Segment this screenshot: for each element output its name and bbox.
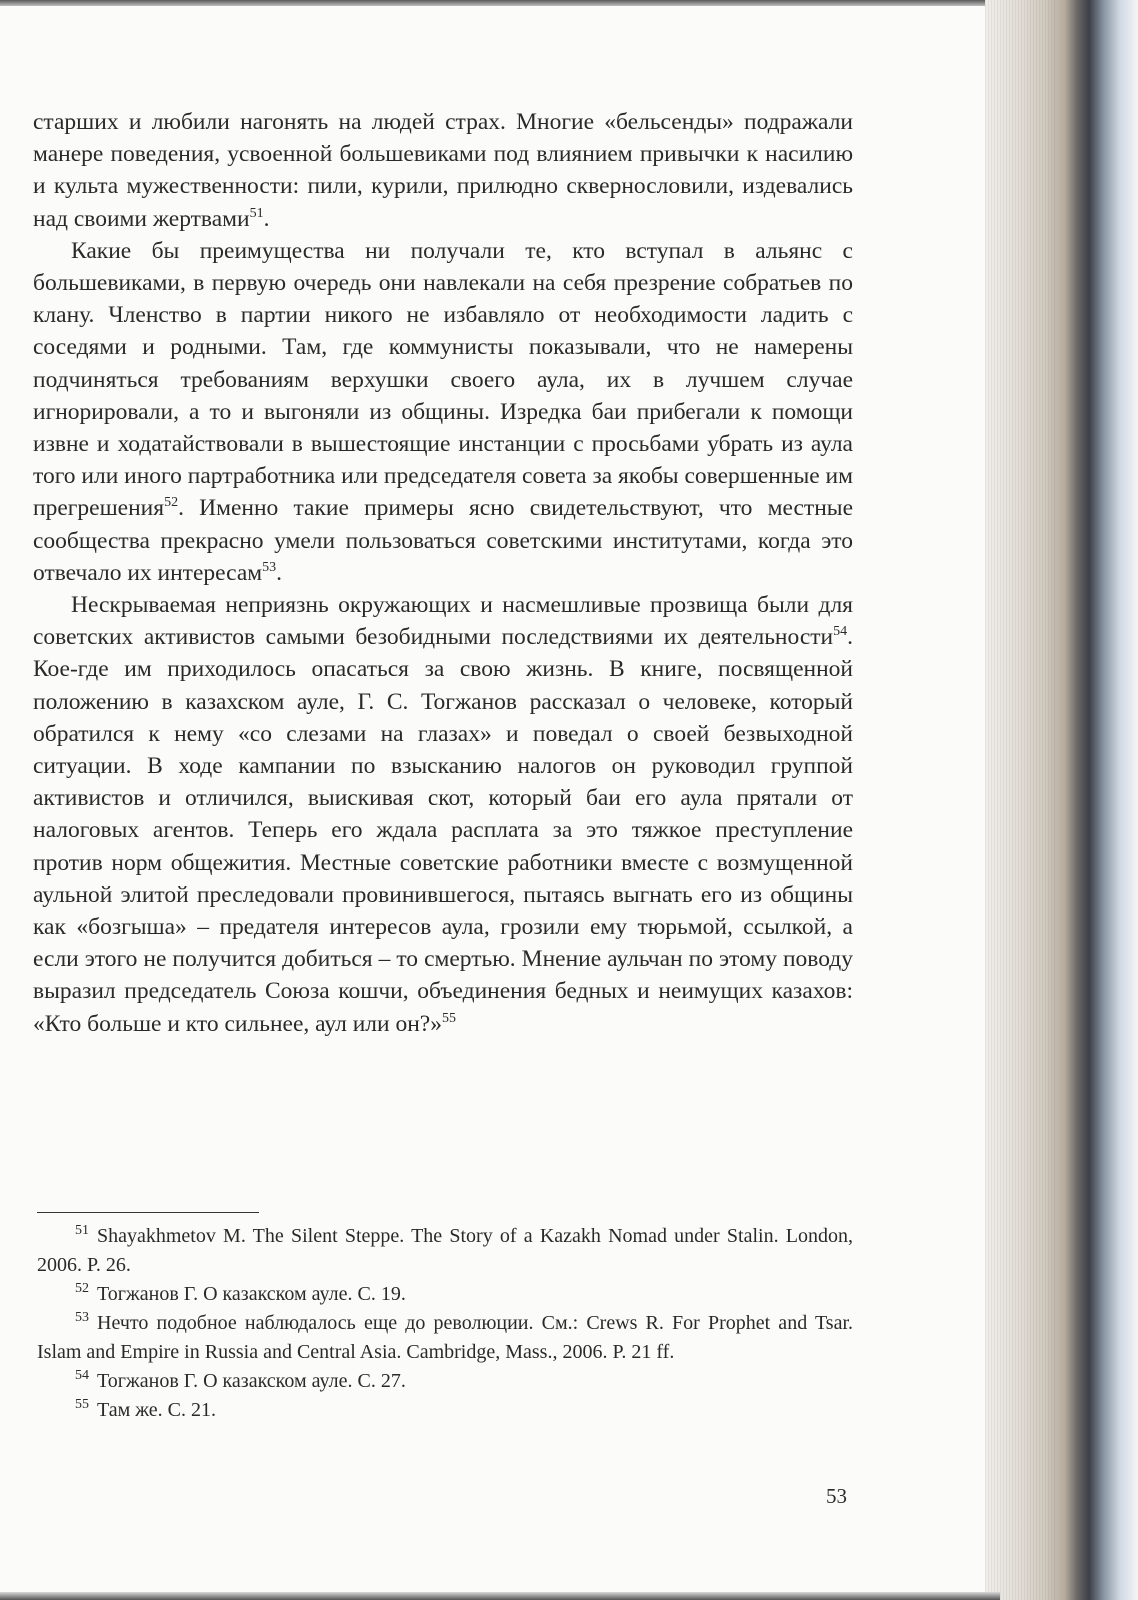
page-top-shadow <box>0 0 1000 6</box>
page-number: 53 <box>826 1484 847 1508</box>
footnote-text: Тогжанов Г. О казакском ауле. С. 27. <box>97 1370 406 1392</box>
footnote-ref[interactable]: 52 <box>164 495 179 511</box>
text-run: . <box>263 205 270 232</box>
book-page-edge <box>985 0 1138 1600</box>
footnote-text: Shayakhmetov M. The Silent Steppe. The Story of a Kazakh Nomad under Stalin. London, 2006. P. 26. <box>37 1225 853 1276</box>
text-run: Какие бы преимущества ни получали те, кто вступал в альянс с большевиками, в первую очередь они навлекали на себя презрение собратьев по клану. Членство в партии никого не избавляло от необходимости ладить с соседями и родными. Там, где коммунисты показывали, что не намерены подчиняться требованиям верхушки своего аула, их в лучшем случае игнорировали, а то и выгоняли из общины. Изредка баи прибегали к помощи извне и ходатайствовали в вышестоящие инстанции с просьбами убрать из аула того или иного партработника или председателя совета за якобы совершенные им прегрешения <box>33 237 853 522</box>
main-text <box>33 106 853 1040</box>
page-edge-stripes <box>985 0 1055 1600</box>
footnote-number: 51 <box>75 1223 89 1239</box>
footnote-55 <box>37 1396 853 1425</box>
footnote-number: 53 <box>75 1310 89 1326</box>
text-run: . Кое-где им приходилось опасаться за свою жизнь. В книге, посвященной положению в казахском ауле, Г. С. Тогжанов рассказал о человеке, который обратился к нему «со слезами на глазах» и поведал о своей безвыходной ситуации. В ходе кампании по взысканию налогов он руководил группой активистов и отличился, выискивая скот, который баи его аула прятали от налоговых агентов. Теперь его ждала расплата за это тяжкое преступление против норм общежития. Местные советские работники вместе с возмущенной аульной элитой преследовали провинившегося, пытаясь выгнать его из общины как «бозгыша» – предателя интересов аула, грозили ему тюрьмой, ссылкой, а если этого не получится добиться – то смертью. Мнение аульчан по этому поводу выразил председатель Союза кошчи, объединения бедных и неимущих казахов: «Кто больше и кто сильнее, аул или он?» <box>33 624 853 1037</box>
text-run: . Именно такие примеры ясно свидетельствуют, что местные сообщества прекрасно умели пользоваться советскими институтами, когда это отвечало их интересам <box>33 495 853 586</box>
footnote-52 <box>37 1280 853 1309</box>
footnote-ref[interactable]: 53 <box>262 560 277 576</box>
paragraph-1 <box>33 106 853 235</box>
footnote-ref[interactable]: 51 <box>249 205 264 221</box>
footnote-ref[interactable]: 55 <box>441 1010 456 1026</box>
footnote-ref[interactable]: 54 <box>833 624 848 640</box>
text-run: Нескрываемая неприязнь окружающих и насмешливые прозвища были для советских активистов самыми безобидными последствиями их деятельности <box>33 592 853 651</box>
footnotes <box>37 1222 853 1425</box>
text-run: старших и любили нагонять на людей страх. Многие «бельсенды» подражали манере поведения, усвоенной большевиками под влиянием привычки к насилию и культа мужественности: пили, курили, прилюдно сквернословили, издевались над своими жертвами <box>33 109 853 232</box>
footnote-number: 54 <box>75 1368 89 1384</box>
footnote-number: 55 <box>75 1397 89 1413</box>
footnote-number: 52 <box>75 1281 89 1297</box>
footnote-51 <box>37 1222 853 1280</box>
text-run: . <box>276 559 283 586</box>
footnote-53 <box>37 1309 853 1367</box>
footnote-text: Тогжанов Г. О казакском ауле. С. 19. <box>97 1283 406 1305</box>
paragraph-2 <box>33 235 853 589</box>
paragraph-3 <box>33 589 853 1040</box>
footnote-54 <box>37 1367 853 1396</box>
page-bottom-shadow <box>0 1592 1000 1600</box>
footnote-text: Там же. С. 21. <box>97 1399 217 1421</box>
footnote-text: Нечто подобное наблюдалось еще до революции. См.: Crews R. For Prophet and Tsar. Islam and Empire in Russia and Central Asia. Cambridge, Mass., 2006. P. 21 ff. <box>37 1312 853 1363</box>
footnote-separator <box>37 1212 259 1213</box>
